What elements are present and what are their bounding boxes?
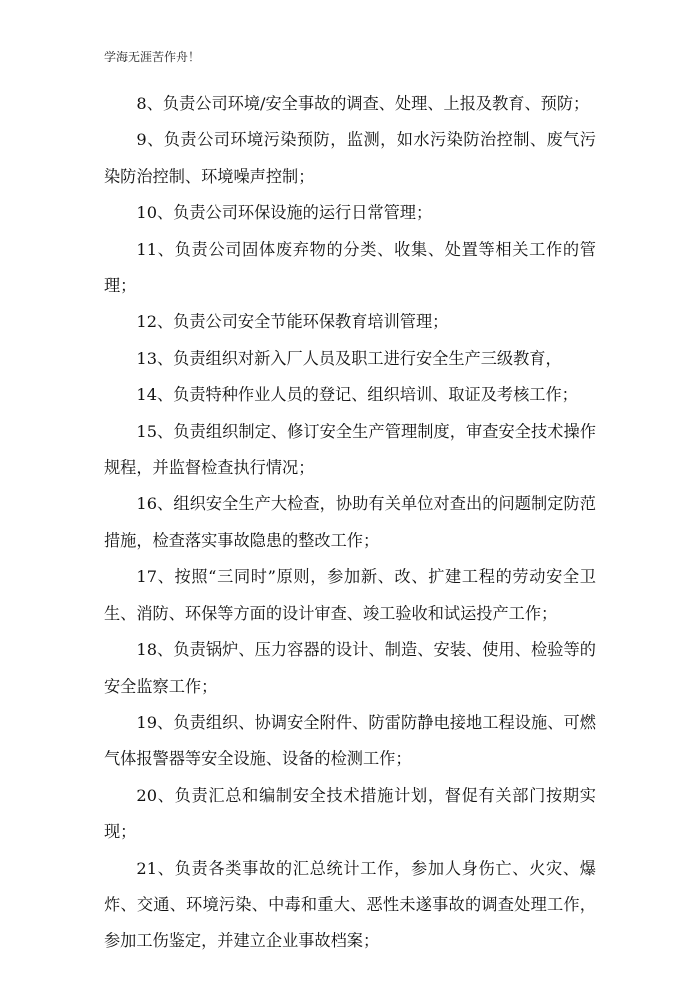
duty-item-17: 17、按照“三同时”原则，参加新、改、扩建工程的劳动安全卫生、消防、环保等方面的设计审查、竣工验收和试运投产工作；: [104, 567, 596, 623]
duty-item-13: 13、负责组织对新入厂人员及职工进行安全生产三级教育，: [136, 348, 562, 368]
document-body: [104, 86, 596, 960]
duty-item-11: 11、负责公司固体废弃物的分类、收集、处置等相关工作的管理；: [104, 239, 596, 296]
duty-item-9: 9、负责公司环境污染预防，监测，如水污染防治控制、废气污染防治控制、环境噪声控制；: [104, 130, 596, 186]
duty-item-10: 10、负责公司环保设施的运行日常管理；: [136, 203, 433, 223]
duty-item-16: 16、组织安全生产大检查，协助有关单位对查出的问题制定防范措施，检查落实事故隐患的整改工作；: [104, 494, 596, 550]
duty-item-19: 19、负责组织、协调安全附件、防雷防静电接地工程设施、可燃气体报警器等安全设施、设备的检测工作；: [104, 712, 596, 769]
duty-item-21: 21、负责各类事故的汇总统计工作，参加人身伤亡、火灾、爆炸、交通、环境污染、中毒和重大、恶性未遂事故的调查处理工作，参加工伤鉴定，并建立企业事故档案；: [104, 858, 596, 951]
duty-item-14: 14、负责特种作业人员的登记、组织培训、取证及考核工作；: [136, 385, 578, 405]
duty-item-8: 8、负责公司环境/安全事故的调查、处理、上报及教育、预防；: [136, 94, 590, 113]
page-header-motto: 学海无涯苦作舟！: [104, 50, 201, 64]
duty-item-12: 12、负责公司安全节能环保教育培训管理；: [136, 312, 449, 332]
duty-item-20: 20、负责汇总和编制安全技术措施计划，督促有关部门按期实现；: [104, 785, 596, 842]
duty-item-18: 18、负责锅炉、压力容器的设计、制造、安装、使用、检验等的安全监察工作；: [104, 640, 596, 696]
duty-item-15: 15、负责组织制定、修订安全生产管理制度，审查安全技术操作规程，并监督检查执行情况；: [104, 421, 596, 478]
